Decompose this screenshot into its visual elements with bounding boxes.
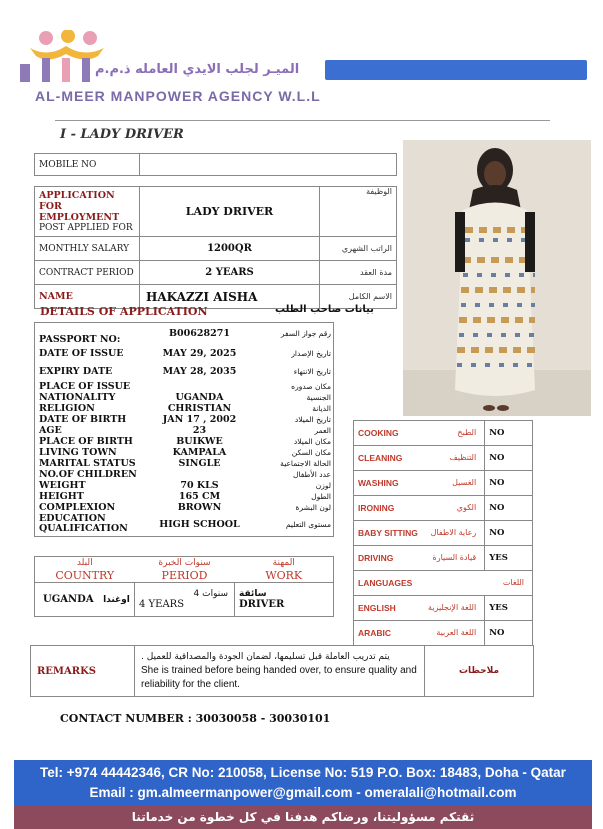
languages-arabic: اللغات <box>502 577 524 587</box>
post-applied-value: LADY DRIVER <box>140 187 320 237</box>
details-header-arabic: بيانات صاحب الطلب <box>275 304 374 315</box>
detail-arabic: الجنسية <box>306 392 331 402</box>
experience-work-arabic: سائقة <box>239 589 267 599</box>
footer-band <box>14 760 592 806</box>
education-row <box>35 513 334 537</box>
detail-label: DATE OF BIRTH <box>39 413 127 425</box>
language-name-cell <box>354 621 485 646</box>
skill-row <box>354 421 533 446</box>
experience-work-value: DRIVER <box>239 599 285 610</box>
language-name-cell <box>354 596 485 621</box>
detail-arabic: الطول <box>311 491 331 501</box>
detail-value: B00628271 <box>169 328 230 340</box>
application-table <box>34 186 397 309</box>
detail-value: BROWN <box>177 501 222 513</box>
detail-value: 23 <box>192 424 207 436</box>
detail-label: MARITAL STATUS <box>39 457 136 469</box>
detail-arabic: تاريخ الانتهاء <box>293 367 331 376</box>
detail-value <box>145 469 255 480</box>
skill-name-cell <box>354 421 485 446</box>
detail-arabic: لون البشرة <box>295 502 331 512</box>
skill-value: NO <box>485 496 533 521</box>
detail-row <box>35 502 334 513</box>
detail-row <box>35 323 334 345</box>
remarks-text-arabic: يتم تدريب العاملة قبل تسليمها، لضمان الجودة والمصداقية للعميل . <box>141 652 390 662</box>
detail-value: CHRISTIAN <box>167 402 232 414</box>
detail-label: RELIGION <box>39 402 95 414</box>
name-label: NAME <box>35 285 140 309</box>
remarks-arabic-label: ملاحظات <box>425 646 534 697</box>
detail-value: MAY 29, 2025 <box>162 348 237 359</box>
language-arabic: اللغة العربية <box>436 627 477 637</box>
skill-name-cell <box>354 471 485 496</box>
contract-value: 2 YEARS <box>140 261 320 285</box>
detail-label: AGE <box>39 424 62 436</box>
detail-arabic: الحالة الاجتماعية <box>280 458 331 468</box>
detail-row <box>35 381 334 392</box>
detail-arabic: لوزن <box>315 480 331 490</box>
footer-slogan: ثقتكم مسؤوليتنا، ورضاكم هدفنا في كل خطوة من خدماتنا <box>14 806 592 829</box>
detail-row <box>35 436 334 447</box>
name-arabic: الاسم الكامل <box>320 285 397 309</box>
remarks-text-cell <box>135 646 425 697</box>
skill-name: DRIVING <box>358 552 394 563</box>
language-arabic: اللغة الإنجليزية <box>428 602 477 612</box>
skill-name-cell <box>354 521 485 546</box>
detail-row <box>35 345 334 363</box>
detail-label: PLACE OF ISSUE <box>39 380 131 392</box>
experience-country <box>35 583 135 617</box>
skill-value: NO <box>485 521 533 546</box>
experience-work-ar-header: المهنة <box>272 557 295 568</box>
language-row <box>354 621 533 646</box>
experience-work-header: WORK <box>265 568 303 582</box>
language-name: ARABIC <box>358 627 392 638</box>
detail-label: DATE OF ISSUE <box>39 348 124 359</box>
skill-arabic: قيادة السيارة <box>432 552 477 562</box>
detail-label: PLACE OF BIRTH <box>39 435 133 447</box>
detail-label: LIVING TOWN <box>39 446 117 458</box>
mobile-table <box>34 153 397 176</box>
detail-row <box>35 363 334 381</box>
experience-country-value: UGANDA <box>43 594 94 605</box>
experience-row <box>35 583 334 617</box>
experience-country-ar-header: البلد <box>76 557 93 568</box>
detail-arabic: مكان السكن <box>291 447 331 457</box>
detail-label: NATIONALITY <box>39 391 116 403</box>
detail-arabic: تاريخ الميلاد <box>294 414 331 424</box>
experience-period-header: PERIOD <box>161 568 208 582</box>
remarks-text: She is trained before being handed over, to ensure quality and reliability for the client. <box>141 665 417 690</box>
salary-arabic: الراتب الشهري <box>320 237 397 261</box>
skill-arabic: رعاية الاطفال <box>430 527 477 537</box>
detail-row <box>35 447 334 458</box>
detail-row <box>35 414 334 425</box>
skill-arabic: الطبخ <box>457 427 477 437</box>
detail-row <box>35 480 334 491</box>
contract-label: CONTRACT PERIOD <box>35 261 140 285</box>
contact-number: CONTACT NUMBER : 30030058 - 30030101 <box>60 712 331 725</box>
experience-period-ar-header: سنوات الخبرة <box>158 557 211 568</box>
language-row <box>354 596 533 621</box>
detail-arabic: رقم جواز السفر <box>280 329 331 339</box>
header-divider <box>55 120 550 121</box>
detail-row <box>35 458 334 469</box>
education-label: EDUCATION QUALIFICATION <box>39 513 128 535</box>
detail-value: UGANDA <box>175 391 224 403</box>
languages-header <box>354 571 533 596</box>
detail-arabic: الديانة <box>312 403 331 413</box>
experience-period <box>135 583 235 617</box>
details-table <box>34 322 334 537</box>
agency-name-arabic: الميـر لجلب الايدي العامله ذ.م.م <box>95 62 300 77</box>
skill-name: COOKING <box>358 427 399 438</box>
application-label-cell <box>35 187 140 237</box>
experience-work <box>235 583 334 617</box>
detail-value: 165 CM <box>178 490 221 502</box>
detail-value: 70 KLS <box>180 479 219 491</box>
header-accent-bar <box>325 60 587 80</box>
footer-phone-line: Tel: +974 44442346, CR No: 210058, License No: 519 P.O. Box: 18483, Doha - Qatar <box>40 765 566 780</box>
experience-country-arabic: اوغندا <box>103 595 130 605</box>
skill-name: WASHING <box>358 477 399 488</box>
education-arabic: مستوى التعليم <box>285 519 331 529</box>
remarks-label: REMARKS <box>31 646 135 697</box>
detail-value: JAN 17 , 2002 <box>162 413 237 425</box>
contract-arabic: مدة العقد <box>320 261 397 285</box>
detail-value: SINGLE <box>178 457 221 469</box>
post-applied-label: POST APPLIED FOR <box>39 223 133 233</box>
skill-name-cell <box>354 496 485 521</box>
languages-header-row <box>354 571 533 596</box>
experience-country-header: COUNTRY <box>55 568 115 582</box>
experience-period-value: 4 YEARS <box>139 599 185 610</box>
detail-row <box>35 491 334 502</box>
language-name: ENGLISH <box>358 602 396 613</box>
application-label: APPLICATION FOR EMPLOYMENT <box>39 190 120 223</box>
detail-label: NO.OF CHILDREN <box>39 468 137 480</box>
skill-row <box>354 471 533 496</box>
skill-name: IRONING <box>358 502 395 513</box>
post-applied-arabic: الوظيفة <box>320 187 397 237</box>
skill-arabic: الغسيل <box>452 477 477 487</box>
skill-name-cell <box>354 546 485 571</box>
skill-name: BABY SITTING <box>358 527 418 538</box>
page-title: I - LADY DRIVER <box>60 127 184 142</box>
salary-value: 1200QR <box>140 237 320 261</box>
skill-arabic: الكوي <box>456 502 477 512</box>
experience-table <box>34 556 334 617</box>
detail-label: EXPIRY DATE <box>39 366 113 377</box>
detail-arabic: عدد الأطفال <box>293 469 331 479</box>
skill-value: NO <box>485 446 533 471</box>
details-header: DETAILS OF APPLICATION <box>40 305 208 318</box>
remarks-table <box>30 645 534 697</box>
languages-label: LANGUAGES <box>358 577 413 588</box>
detail-arabic: العمر <box>314 425 331 435</box>
skill-value: NO <box>485 421 533 446</box>
detail-label: HEIGHT <box>39 490 84 502</box>
skill-value: NO <box>485 471 533 496</box>
name-value: HAKAZZI AISHA <box>140 285 320 309</box>
mobile-label: MOBILE NO <box>35 154 140 176</box>
language-value: YES <box>485 596 533 621</box>
detail-row <box>35 392 334 403</box>
skill-row <box>354 521 533 546</box>
detail-value: KAMPALA <box>172 446 227 458</box>
detail-row <box>35 469 334 480</box>
salary-label: MONTHLY SALARY <box>35 237 140 261</box>
detail-value: BUIKWE <box>176 435 223 447</box>
detail-row <box>35 425 334 436</box>
detail-label: WEIGHT <box>39 479 86 491</box>
education-value: HIGH SCHOOL <box>159 518 240 530</box>
skill-value: YES <box>485 546 533 571</box>
skill-arabic: التنظيف <box>449 452 477 462</box>
experience-period-arabic: 4 سنوات <box>193 589 228 599</box>
detail-row <box>35 403 334 414</box>
skill-name-cell <box>354 446 485 471</box>
detail-arabic: مكان صدوره <box>291 381 331 391</box>
detail-value <box>145 381 255 392</box>
skills-table <box>353 420 533 646</box>
language-value: NO <box>485 621 533 646</box>
skill-row <box>354 546 533 571</box>
mobile-value <box>140 154 397 176</box>
applicant-photo <box>403 140 591 416</box>
detail-arabic: مكان الميلاد <box>293 436 331 446</box>
skill-name: CLEANING <box>358 452 403 463</box>
detail-label: COMPLEXION <box>39 501 116 513</box>
footer-email-line: Email : gm.almeermanpower@gmail.com - omeralali@hotmail.com <box>89 785 517 800</box>
detail-value: MAY 28, 2035 <box>162 366 237 377</box>
detail-label: PASSPORT NO: <box>39 333 121 345</box>
skill-row <box>354 496 533 521</box>
detail-arabic: تاريخ الإصدار <box>291 349 331 358</box>
agency-name: AL-MEER MANPOWER AGENCY W.L.L <box>35 88 321 104</box>
skill-row <box>354 446 533 471</box>
